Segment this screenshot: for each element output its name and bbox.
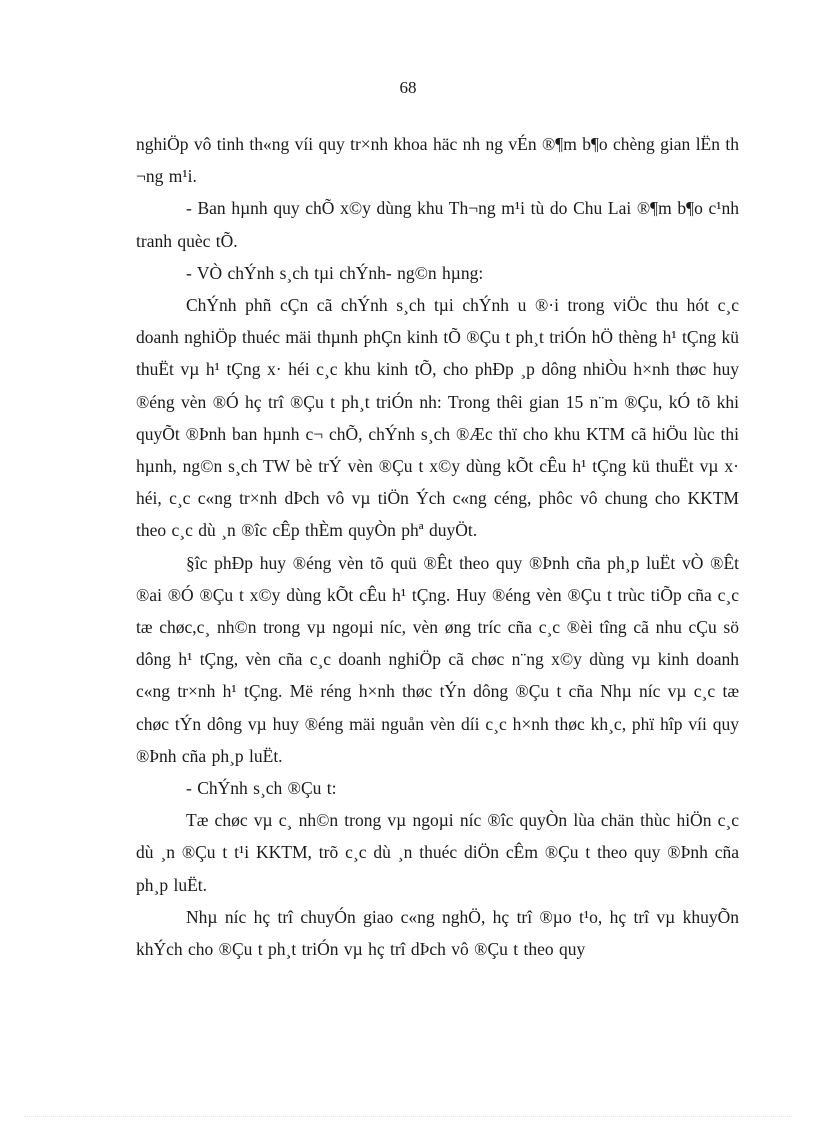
paragraph-huy-dong-von: §îc phÐp huy ®éng vèn tõ quü ®Êt theo quy ®Þnh cña ph¸p luËt vÒ ®Êt ®ai ®Ó ®Çu t x©y dùng kÕt cÊu h¹ tÇng. Huy ®éng vèn ®Çu t trùc tiÕp cña c¸c tæ chøc,c¸ nh©n trong vµ ngoµi níc, vèn øng tríc cña c¸c ®èi tîng cã nhu cÇu sö dông h¹ tÇng, vèn cña c¸c doanh nghiÖp cã chøc n¨ng x©y dùng vµ kinh doanh c«ng tr×nh h¹ tÇng. Më réng h×nh thøc tÝn dông ®Çu t cña Nhµ níc vµ c¸c tæ chøc tÝn dông vµ huy ®éng mäi nguån vèn díi c¸c h×nh thøc kh¸c, phï hîp víi quy ®Þnh cña ph¸p luËt. — [136, 552, 739, 766]
footer-divider — [24, 1116, 792, 1117]
paragraph-nha-nuoc: Nhµ níc hç trî chuyÓn giao c«ng nghÖ, hç trî ®µo t¹o, hç trî vµ khuyÕn khÝch cho ®Çu t ph¸t triÓn vµ hç trî dÞch vô ®Çu t theo quy — [136, 906, 739, 960]
body-text — [136, 128, 739, 965]
paragraph-chinh-phu: ChÝnh phñ cÇn cã chÝnh s¸ch tµi chÝnh u ®·i trong viÖc thu hót c¸c doanh nghiÖp thuéc mäi thµnh phÇn kinh tÕ ®Çu t ph¸t triÓn hÖ thèng h¹ tÇng kü thuËt vµ h¹ tÇng x· héi c¸c khu kinh tÕ, cho phÐp ¸p dông nhiÒu h×nh thøc huy ®éng vèn ®Ó hç trî ®Çu t ph¸t triÓn nh: Trong thêi gian 15 n¨m ®Çu, kÓ tõ khi quyÕt ®Þnh ban hµnh c¬ chÕ, chÝnh s¸ch ®Æc thï cho khu KTM cã hiÖu lùc thi hµnh, ng©n s¸ch TW bè trÝ vèn ®Çu t x©y dùng kÕt cÊu h¹ tÇng kü thuËt vµ x· héi, c¸c c«ng tr×nh dÞch vô vµ tiÖn Ých c«ng céng, phôc vô chung cho KKTM theo c¸c dù ¸n ®îc cÊp thÈm quyÒn phª duyÖt. — [136, 295, 739, 541]
page-number: 68 — [399, 78, 417, 97]
paragraph-ban-hanh: - Ban hµnh quy chÕ x©y dùng khu Th¬ng m¹i tù do Chu Lai ®¶m b¶o c¹nh tranh quèc tÕ. — [136, 198, 739, 251]
paragraph-heading-tai-chinh: - VÒ chÝnh s¸ch tµi chÝnh- ng©n hµng: — [186, 262, 484, 283]
paragraph-to-chuc: Tæ chøc vµ c¸ nh©n trong vµ ngoµi níc ®îc quyÒn lùa chän thùc hiÖn c¸c dù ¸n ®Çu t t¹i KKTM, trõ c¸c dù ¸n thuéc diÖn cÊm ®Çu t theo quy ®Þnh cña ph¸p luËt. — [136, 810, 739, 895]
paragraph-heading-dau-tu: - ChÝnh s¸ch ®Çu t: — [186, 778, 337, 799]
paragraph-intro: nghiÖp vô tinh th«ng víi quy tr×nh khoa häc nh ng vÉn ®¶m b¶o chèng gian lËn th ¬ng m¹i. — [136, 134, 739, 187]
